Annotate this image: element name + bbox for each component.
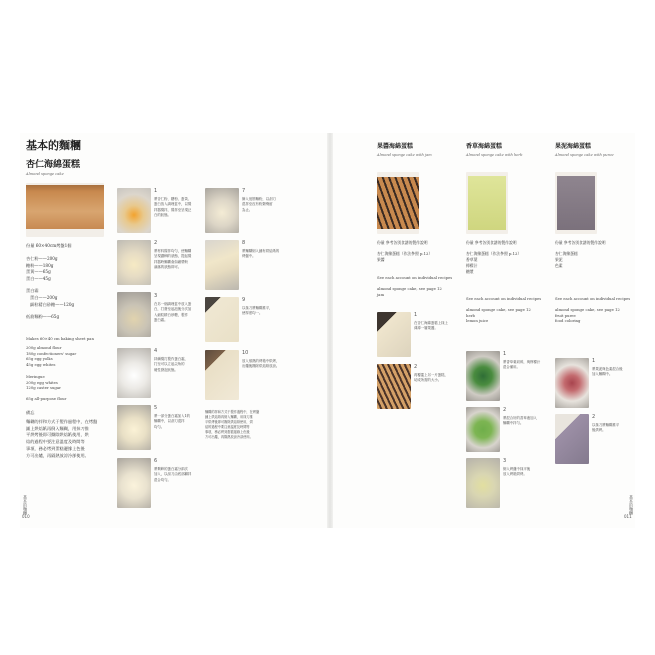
step-photo-8 [205, 240, 239, 290]
jam-cake-photo [377, 172, 419, 234]
herb-step-text-3: 倒入烤盤中抹平後 放入烤箱烘烤。 [503, 467, 531, 477]
recipe-title-puree: 果泥海綿蛋糕 [555, 143, 592, 150]
herb-step-photo-2 [466, 407, 500, 452]
herb-step-number-2: 2 [503, 407, 507, 413]
jam-step-number-1: 1 [414, 312, 418, 318]
memo-text: 麵糊的拌和方式于製作過程中，在烤盤 鋪上烘焙紙再倒入麵糊，用抹刀推 平烘烤後即可撕除烘焙紙使用，烘 焙的過程中要注意溫度及時間等 事項，務必烤到蛋糕邊緣上色後 方可出爐，再隔熱放涼冷卻使用。 [26, 419, 98, 458]
puree-step-number-1: 1 [592, 358, 596, 364]
step-number-2: 2 [154, 240, 158, 246]
herb-step-text-2: 將混合好的香草液加入 麵糊中拌勻。 [503, 416, 537, 426]
en-puree: See each account on individual recipes almond sponge cake, see page 12 fruit puree food coloring [555, 296, 631, 323]
herb-cake-shape [468, 176, 506, 230]
step-number-3: 3 [154, 293, 158, 299]
herb-cake-photo [466, 172, 508, 234]
step-photo-4 [117, 348, 151, 398]
recipe-title-jam: 果醬海綿蛋糕 [377, 143, 414, 150]
puree-step-photo-1 [555, 358, 589, 408]
herb-step-photo-3 [466, 458, 500, 508]
jam-step-photo-1 [377, 312, 411, 357]
portion-puree: 份量 參考各別食譜的製作說明 [555, 240, 606, 245]
section-title: 基本的麵糰 [26, 139, 81, 152]
step-number-5: 5 [154, 405, 158, 411]
right-page-number: 011 [624, 514, 632, 519]
recipe-subtitle-herb: Almond sponge cake with herb [466, 153, 523, 157]
recipe-title: 杏仁海綿蛋糕 [26, 160, 81, 170]
cake-layer-shape [26, 185, 104, 229]
step-number-1: 1 [154, 188, 158, 194]
flour-line: 低筋麵粉——65g [26, 314, 60, 319]
right-side-tab: 基本的麵糰 [629, 495, 634, 515]
herb-step-photo-1 [466, 351, 500, 401]
puree-step-text-2: 以抹刀將麵糊推平 後烘烤。 [592, 423, 620, 433]
jam-step-number-2: 2 [414, 364, 418, 370]
step-photo-9 [205, 297, 239, 342]
recipe-title-herb: 香草海綿蛋糕 [466, 143, 503, 150]
point-notes: 麵糊的拌和方式于製作過程中，在烤盤 鋪上烘焙紙再倒入麵糊，用抹刀推 平烘烤後即可撕除烘焙紙使用，烘 焙的過程中要注意溫度及時間等 事項，務必烤到蛋糕邊緣上色後 方可出爐，再隔熱放涼冷卻使用。 [205, 410, 260, 439]
puree-step-photo-2 [555, 414, 589, 464]
jam-step-text-2: 再覆蓋上另一片蛋糕， 切成所需的大小。 [414, 373, 448, 383]
herb-step-number-3: 3 [503, 458, 507, 464]
puree-cake-photo [555, 172, 597, 234]
step-number-4: 4 [154, 348, 158, 354]
en-pan-note: Makes 60×40 cm baking sheet pan [26, 336, 94, 341]
items-puree: 杏仁海綿蛋糕 果泥 色素 [555, 251, 578, 269]
ingredients-list: 杏仁粉——200g 糖粉——180g 蛋黃——65g 蛋白——45g [26, 256, 58, 282]
en-jam: See each account on individual recipes almond sponge cake, see page 12 jam [377, 275, 453, 297]
jam-step-text-1: 在杏仁海綿蛋糕上抹上 薄薄一層果醬。 [414, 321, 448, 331]
puree-cake-shape [557, 176, 595, 230]
meringue-list: 蛋白——200g 細粒精白砂糖——120g [30, 295, 75, 307]
step-number-7: 7 [242, 188, 246, 194]
puree-step-text-1: 將果泥與色素混合後 加入麵糊中。 [592, 367, 623, 377]
step-photo-1 [117, 188, 151, 233]
page-number: 010 [22, 514, 30, 519]
step-photo-6 [117, 458, 151, 508]
puree-step-number-2: 2 [592, 414, 596, 420]
step-text-9: 以抹刀將麵糊推平， 使厚度均一。 [242, 306, 273, 316]
en-meringue: Meringue 200g egg whites 120g caster sugar [26, 374, 61, 390]
jam-step-photo-2 [377, 364, 411, 409]
items-herb: 杏仁海綿蛋糕（作法參照 p.12） 香草葉 檸檬汁 糖漿 [466, 251, 522, 275]
step-photo-2 [117, 240, 151, 285]
step-text-4: 持續攪打製作蛋白霜， 打至可以立起尖角的 硬性發泡狀態。 [154, 357, 188, 372]
step-text-6: 將剩餘的蛋白霜分兩次 加入，以刮刀由底部翻拌 混合均勻。 [154, 467, 192, 482]
recipe-subtitle: Almond sponge cake [26, 172, 64, 176]
recipe-subtitle-jam: Almond sponge cake with jam [377, 153, 432, 157]
items-jam: 杏仁海綿蛋糕（作法參照 p.12） 果醬 [377, 251, 433, 263]
step-text-1: 將杏仁粉、糖粉、蛋黃、 蛋白放入調理盆中，以攪 拌器攪拌，攪拌至呈現泛 白的狀態。 [154, 197, 192, 217]
memo-label: 備忘 [26, 410, 35, 415]
step-text-7: 篩入低筋麵粉，以刮刀 混拌至沒有粉類殘留 為止。 [242, 197, 276, 212]
step-photo-7 [205, 188, 239, 233]
herb-step-text-1: 將香草葉切碎，與檸檬汁 混合備用。 [503, 360, 541, 370]
main-cake-photo [26, 183, 104, 237]
step-number-9: 9 [242, 297, 246, 303]
step-text-3: 在另一個調理盆中放入蛋 白，打發至起泡後分次加 入細粒精白砂糖，製作 蛋白霜。 [154, 302, 192, 322]
step-text-8: 將麵糊倒入鋪有烘焙紙的 烤盤中。 [242, 249, 280, 259]
recipe-subtitle-puree: Almond sponge cake with puree [555, 153, 614, 157]
portion-herb: 份量 參考各別食譜的製作說明 [466, 240, 517, 245]
step-photo-3 [117, 292, 151, 337]
step-number-8: 8 [242, 240, 246, 246]
step-number-6: 6 [154, 458, 158, 464]
portion-jam: 份量 參考各別食譜的製作說明 [377, 240, 428, 245]
book-gutter [327, 133, 333, 528]
step-text-5: 將一部分蛋白霜加入1的 麵糊中，以刮刀混拌 均勻。 [154, 414, 191, 429]
en-flour: 65g all-purpose flour [26, 396, 67, 401]
meringue-label: 蛋白霜 [26, 288, 39, 293]
step-text-10: 放入預熱的烤箱中烘烤， 出爐後撕除烘焙紙放涼。 [242, 359, 280, 369]
step-photo-5 [117, 405, 151, 450]
step-photo-10 [205, 350, 239, 400]
step-number-10: 10 [242, 350, 249, 356]
en-ingredients: 200g almond flour 180g confectioners' sugar 65g egg yolks 45g egg whites [26, 345, 77, 367]
en-herb: See each account on individual recipes almond sponge cake, see page 12 herb lemon juice [466, 296, 542, 323]
step-text-2: 將材料攪拌均勻，使麵糊 呈現濃稠的狀態，提起攪 拌器時麵糊會如緞帶般 滴落的狀態即可。 [154, 249, 192, 269]
side-tab: 基本的麵糰 [23, 495, 28, 515]
jam-stripes-shape [377, 177, 419, 229]
pan-note: 份量 60×40cm烤盤1個 [26, 243, 72, 248]
herb-step-number-1: 1 [503, 351, 507, 357]
